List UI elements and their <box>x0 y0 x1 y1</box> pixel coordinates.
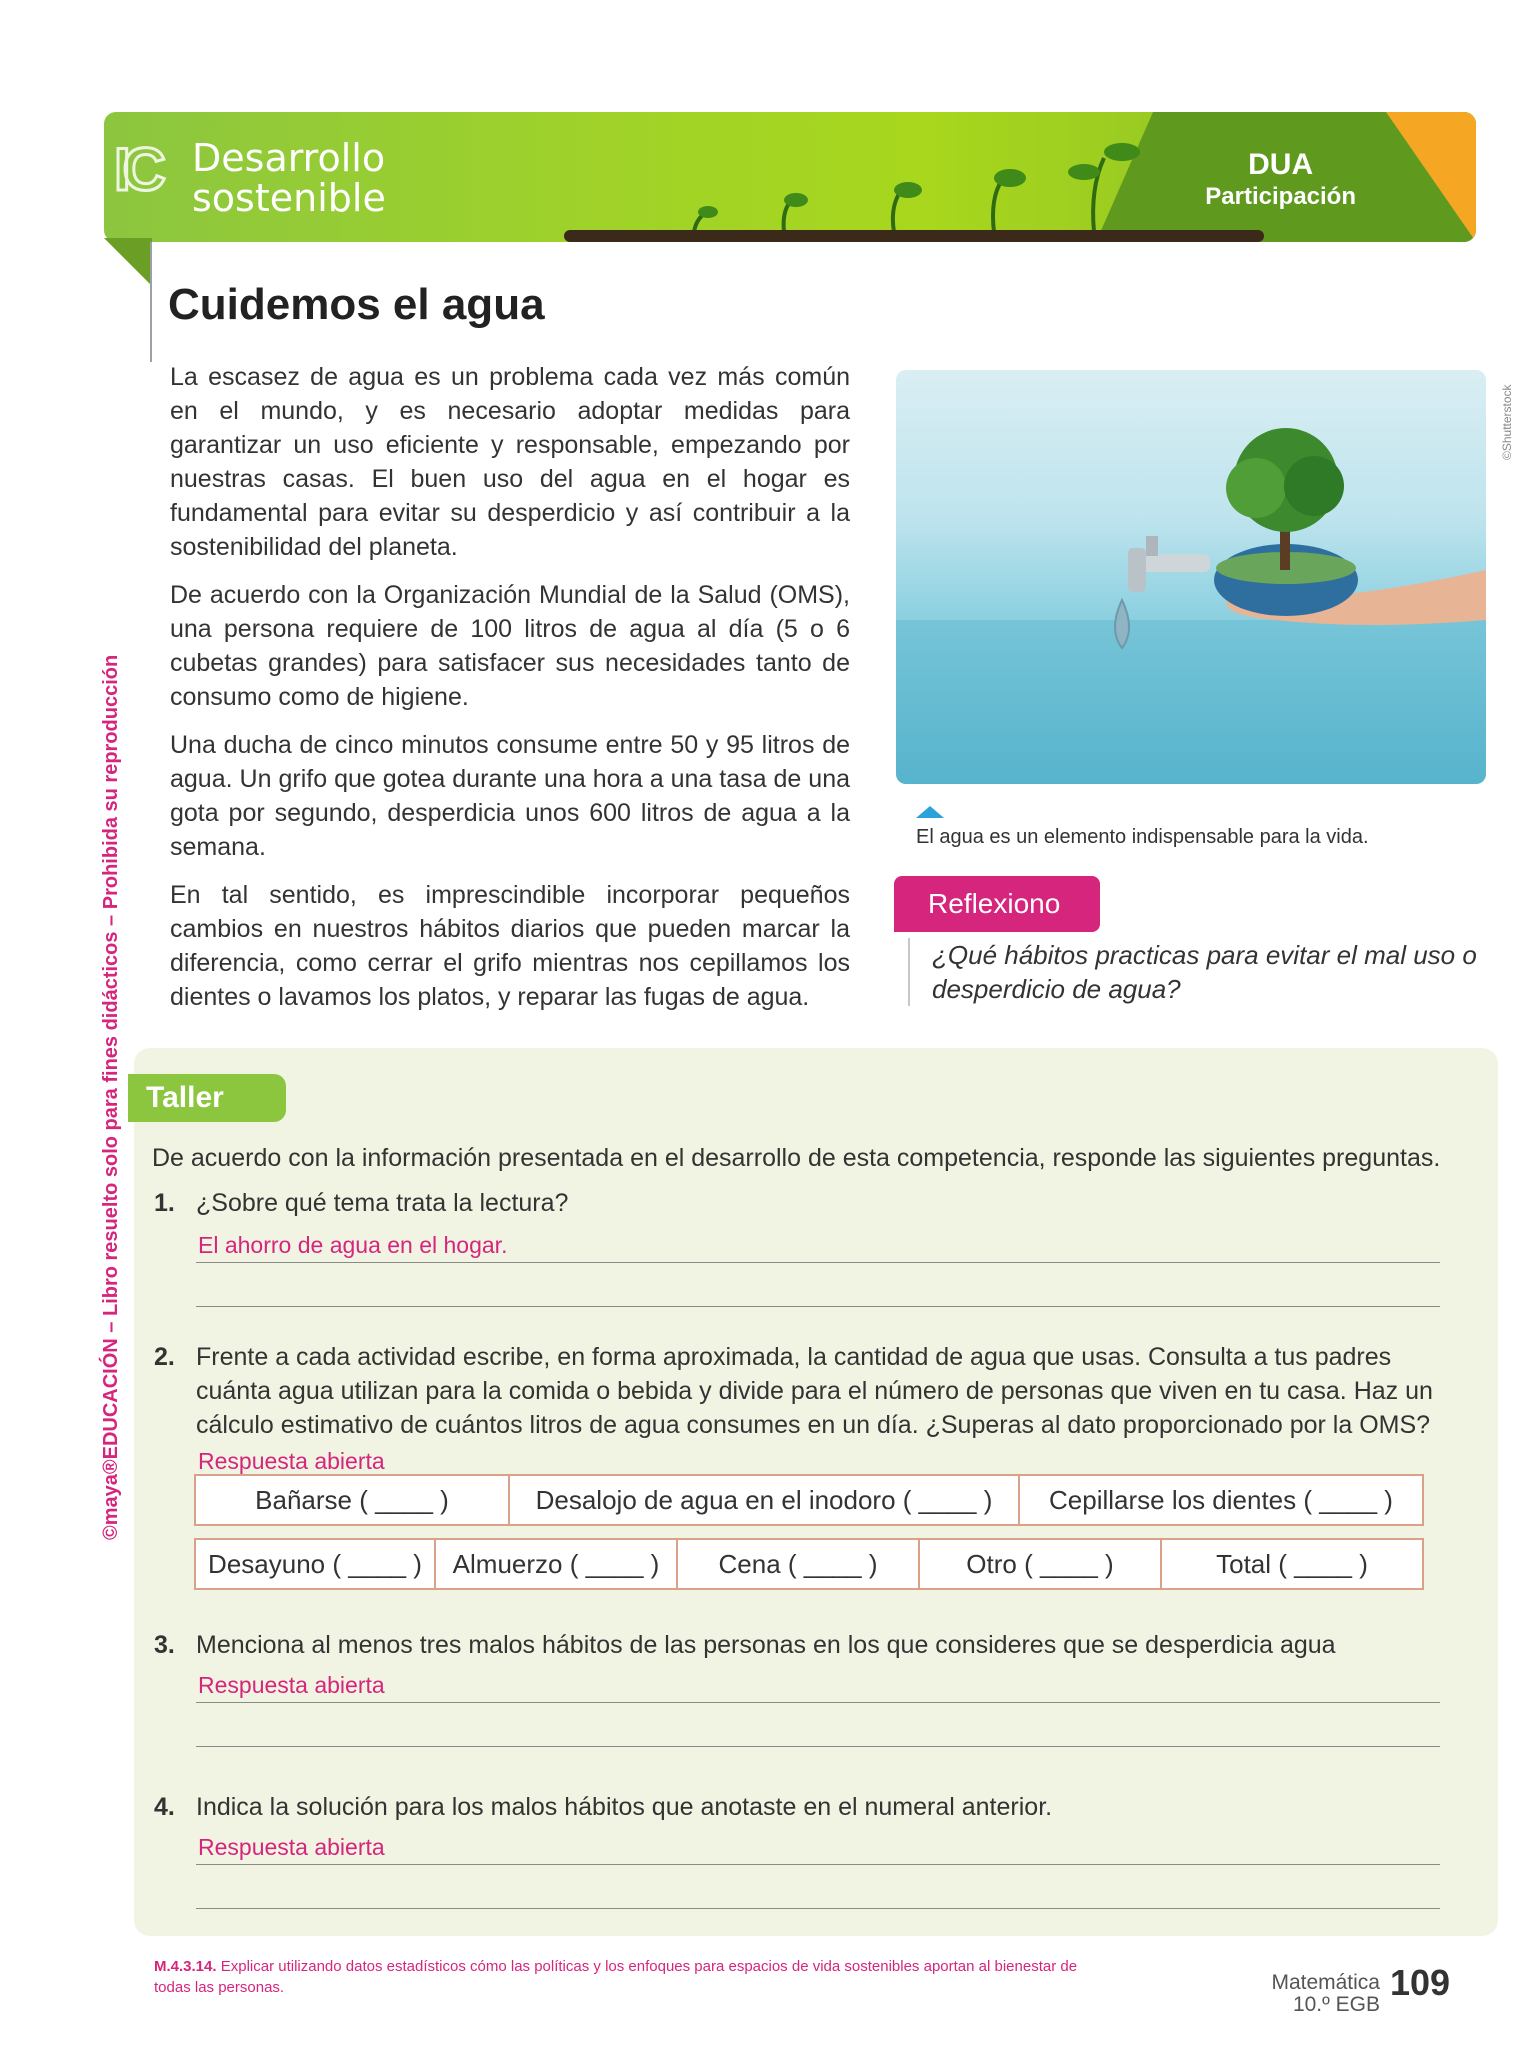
question-text: ¿Sobre qué tema trata la lectura? <box>196 1189 569 1217</box>
page-title: Cuidemos el agua <box>168 280 545 329</box>
faucet-tree-illustration <box>896 370 1486 784</box>
taller-tab: Taller <box>128 1074 286 1122</box>
question-1 <box>154 1186 1444 1220</box>
answer-line[interactable] <box>196 1746 1440 1747</box>
usage-cell-otro[interactable]: Otro ( ____ ) <box>919 1539 1161 1589</box>
dua-subtitle: Participación <box>1205 183 1356 210</box>
question-number: 3. <box>154 1631 175 1659</box>
curriculum-code <box>154 1956 1114 1998</box>
section-title-line2: sostenible <box>192 176 386 220</box>
question-text: Menciona al menos tres malos hábitos de las personas en los que consideres que se desperdicia agua <box>196 1631 1336 1659</box>
question-4 <box>154 1790 1444 1824</box>
page-number: 109 <box>1390 1962 1451 2003</box>
answer-line[interactable] <box>196 1702 1440 1703</box>
section-title-line1: Desarrollo <box>192 136 386 180</box>
usage-cell-desayuno[interactable]: Desayuno ( ____ ) <box>195 1539 435 1589</box>
answer-3: Respuesta abierta <box>198 1672 385 1698</box>
header-banner <box>104 112 1476 242</box>
reflexiono-question: ¿Qué hábitos practicas para evitar el mal uso o desperdicio de agua? <box>908 938 1492 1006</box>
photo-caption: El agua es un elemento indispensable para la vida. <box>916 826 1369 848</box>
question-text: Frente a cada actividad escribe, en forma aproximada, la cantidad de agua que usas. Consulta a tus padres cuánta agua utilizan para la comida o bebida y divide para el número de personas que viven en tu casa. Haz un cálculo estimativo de cuántos litros de agua consumes en un día. ¿Superas al dato proporcionado por la OMS? <box>196 1343 1433 1439</box>
question-text: Indica la solución para los malos hábitos que anotaste en el numeral anterior. <box>196 1793 1053 1821</box>
paragraph: De acuerdo con la Organización Mundial de la Salud (OMS), una persona requiere de 100 litros de agua al día (5 o 6 cubetas grandes) para satisfacer sus necesidades tanto de consumo como de higiene. <box>170 581 850 711</box>
paragraph: Una ducha de cinco minutos consume entre 50 y 95 litros de agua. Un grifo que gotea durante una hora a una tasa de una gota por segundo, desperdicia unos 600 litros de agua a la semana. <box>170 731 850 861</box>
answer-1: El ahorro de agua en el hogar. <box>198 1232 508 1258</box>
usage-cell-cena[interactable]: Cena ( ____ ) <box>677 1539 919 1589</box>
question-number: 1. <box>154 1189 175 1217</box>
water-photo <box>896 370 1486 784</box>
usage-cell-total[interactable]: Total ( ____ ) <box>1161 1539 1423 1589</box>
usage-cell-cepillarse[interactable]: Cepillarse los dientes ( ____ ) <box>1019 1475 1423 1525</box>
caption-marker <box>916 806 944 818</box>
answer-2: Respuesta abierta <box>198 1448 385 1474</box>
question-number: 2. <box>154 1343 175 1371</box>
answer-4: Respuesta abierta <box>198 1834 385 1860</box>
usage-cell-almuerzo[interactable]: Almuerzo ( ____ ) <box>435 1539 677 1589</box>
ic-logo: IC <box>114 136 158 203</box>
grade-name: 10.º EGB <box>1292 1993 1380 2016</box>
usage-cell-banarse[interactable]: Bañarse ( ____ ) <box>195 1475 509 1525</box>
curriculum-code-id: M.4.3.14. <box>154 1958 217 1975</box>
dua-title: DUA <box>1248 148 1314 181</box>
taller-intro: De acuerdo con la información presentada en el desarrollo de esta competencia, responde las siguientes preguntas. <box>152 1144 1441 1172</box>
dua-label <box>1205 148 1356 212</box>
curriculum-code-text: Explicar utilizando datos estadísticos cómo las políticas y los enfoques para espacios de vida sostenibles aportan al bienestar de todas las personas. <box>154 1958 1078 1996</box>
answer-line[interactable] <box>196 1262 1440 1263</box>
subject-label <box>1240 1972 1380 2016</box>
section-title <box>192 138 386 218</box>
water-usage-table-row2 <box>194 1538 1424 1590</box>
paragraph: La escasez de agua es un problema cada vez más común en el mundo, y es necesario adoptar medidas para garantizar un uso eficiente y responsable, empezando por nuestras casas. El buen uso del agua en el hogar es fundamental para evitar su desperdicio y así contribuir a la sostenibilidad del planeta. <box>170 363 850 561</box>
sprouts-illustration <box>664 128 1204 236</box>
paragraph: En tal sentido, es imprescindible incorporar pequeños cambios en nuestros hábitos diarios que pueden marcar la diferencia, como cerrar el grifo mientras nos cepillamos los dientes o lavamos los platos, y reparar las fugas de agua. <box>170 881 850 1011</box>
reflexiono-tab: Reflexiono <box>894 876 1100 932</box>
answer-line[interactable] <box>196 1306 1440 1307</box>
reading-text <box>170 360 850 1028</box>
title-rule <box>150 242 152 362</box>
question-number: 4. <box>154 1793 175 1821</box>
copyright-notice: ©maya®EDUCACIÓN – Libro resuelto solo para fines didácticos – Prohibida su reproducción <box>100 654 122 1540</box>
answer-line[interactable] <box>196 1908 1440 1909</box>
banner-fold <box>104 238 152 286</box>
subject-name: Matemática <box>1271 1971 1380 1994</box>
question-3 <box>154 1628 1444 1662</box>
answer-line[interactable] <box>196 1864 1440 1865</box>
photo-credit: ©Shutterstock <box>1500 384 1514 460</box>
soil-strip <box>564 230 1264 242</box>
usage-cell-inodoro[interactable]: Desalojo de agua en el inodoro ( ____ ) <box>509 1475 1019 1525</box>
question-2 <box>154 1340 1444 1442</box>
water-usage-table-row1 <box>194 1474 1424 1526</box>
